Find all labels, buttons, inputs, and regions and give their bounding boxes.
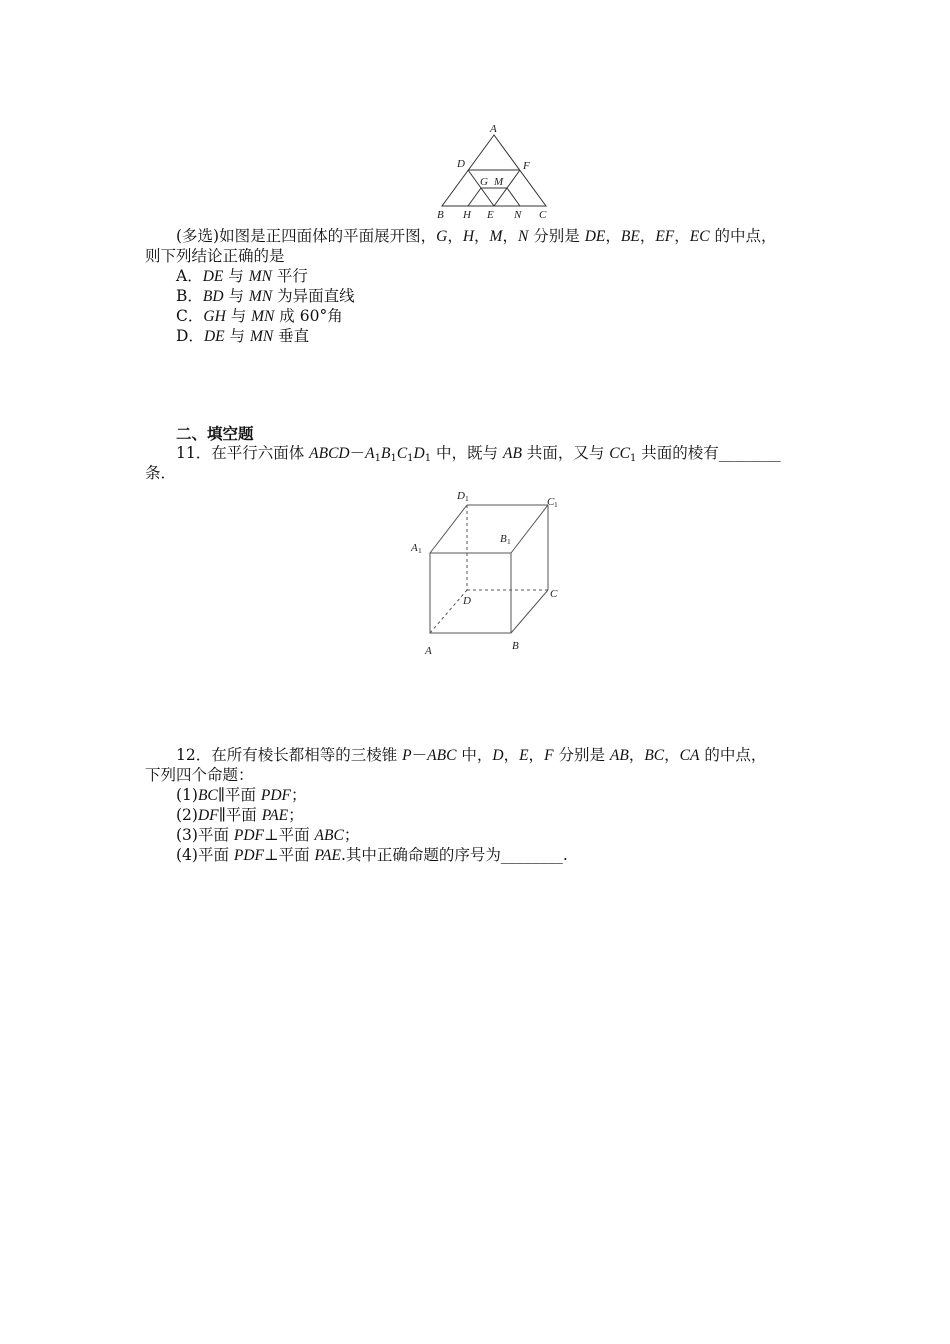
label-m: M: [494, 176, 504, 188]
label-d: D: [463, 595, 471, 607]
segment-mn: [507, 188, 520, 206]
label-c1-sub: 1: [554, 500, 558, 509]
label-f: F: [523, 160, 530, 172]
q10-line2: 则下列结论正确的是: [145, 247, 285, 265]
label-b1-sub: 1: [507, 537, 511, 546]
label-e: E: [487, 209, 494, 221]
q12-proposition-1: (1)BC∥平面 PDF；: [176, 786, 307, 804]
parallelepiped-figure: [405, 485, 575, 660]
q10-option-c: C．GH 与 MN 成 60°角: [176, 307, 343, 325]
q11-line1: 11．在平行六面体 $ABCD-A_1B_1C_1D_1$ 中，既与 AB 共面，又与 $CC_1$ 共面的棱有________: [176, 444, 781, 464]
q12-proposition-3: (3)平面 PDF⊥平面 ABC；: [176, 826, 360, 844]
segment-gh: [468, 188, 481, 206]
q11-line2: 条．: [145, 464, 177, 482]
edge-a1d1: [430, 505, 467, 553]
label-a1-sub: 1: [418, 546, 422, 555]
label-c1: C: [547, 496, 555, 508]
label-a: A: [490, 123, 497, 135]
label-h: H: [463, 209, 471, 221]
label-b: B: [512, 640, 519, 652]
label-d1: D: [457, 490, 465, 502]
front-face: [430, 553, 511, 633]
label-d1-sub: 1: [465, 494, 469, 503]
label-b1: B: [500, 533, 507, 545]
tetrahedron-net-figure: [425, 120, 565, 225]
q12-proposition-2: (2)DF∥平面 PAE；: [176, 806, 304, 824]
q12-proposition-4: (4)平面 PDF⊥平面 PAE.其中正确命题的序号为________.: [176, 846, 568, 864]
label-a1: A: [411, 542, 418, 554]
label-n: N: [514, 209, 522, 221]
q10-option-a: A．DE 与 MN 平行: [176, 267, 308, 285]
label-c: C: [539, 209, 547, 221]
hidden-edge-ad: [430, 590, 467, 633]
label-d: D: [457, 158, 465, 170]
edge-b1c1: [511, 505, 548, 553]
label-b: B: [437, 209, 444, 221]
label-c: C: [550, 588, 558, 600]
label-g: G: [480, 176, 488, 188]
q12-line2: 下列四个命题：: [145, 766, 254, 784]
q10-option-d: D．DE 与 MN 垂直: [176, 327, 310, 345]
edge-bc: [511, 590, 548, 633]
label-a: A: [425, 645, 432, 657]
q10-option-b: B．BD 与 MN 为异面直线: [176, 287, 355, 305]
q10-line1: (多选)如图是正四面体的平面展开图，G，H，M，N 分别是 DE，BE，EF，EC 的中点，: [176, 227, 777, 245]
section-title: 二、填空题: [176, 424, 254, 443]
q12-line1: 12．在所有棱长都相等的三棱锥 P－ABC 中，D，E，F 分别是 AB，BC，CA 的中点，: [176, 746, 767, 764]
